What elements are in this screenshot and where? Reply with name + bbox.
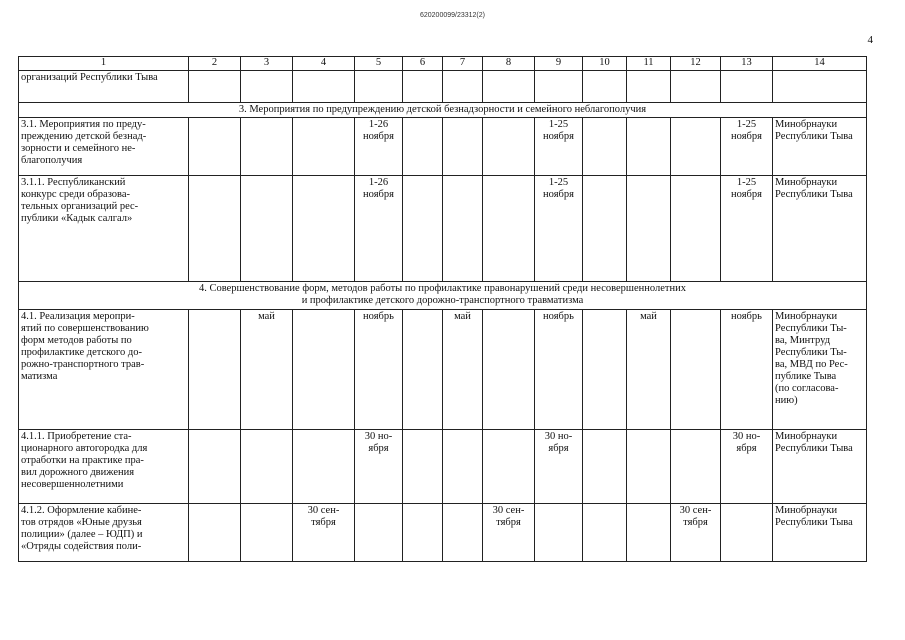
column-header-12: 12 [671, 57, 721, 71]
date-cell [241, 430, 293, 504]
date-cell [483, 176, 535, 282]
column-header-7: 7 [443, 57, 483, 71]
schedule-table [18, 56, 867, 562]
date-cell [671, 176, 721, 282]
date-cell [403, 310, 443, 430]
column-header-4: 4 [293, 57, 355, 71]
column-header-3: 3 [241, 57, 293, 71]
date-cell [671, 430, 721, 504]
responsible-cell: Минобрнауки Республики Тыва [773, 430, 867, 504]
date-cell [721, 504, 773, 562]
date-cell [403, 71, 443, 103]
date-cell [443, 504, 483, 562]
column-header-5: 5 [355, 57, 403, 71]
date-cell [241, 504, 293, 562]
date-cell: ноябрь [721, 310, 773, 430]
responsible-cell: Минобрнауки Республики Тыва [773, 118, 867, 176]
date-cell [483, 71, 535, 103]
date-cell [241, 176, 293, 282]
date-cell: 30 сен- тября [483, 504, 535, 562]
column-header-14: 14 [773, 57, 867, 71]
column-header-13: 13 [721, 57, 773, 71]
date-cell [483, 310, 535, 430]
date-cell [241, 118, 293, 176]
date-cell: 30 но- ября [721, 430, 773, 504]
date-cell [483, 430, 535, 504]
column-header-1: 1 [19, 57, 189, 71]
date-cell: 1-26 ноября [355, 118, 403, 176]
date-cell [627, 504, 671, 562]
responsible-cell: Минобрнауки Республики Тыва [773, 176, 867, 282]
date-cell [355, 71, 403, 103]
column-header-9: 9 [535, 57, 583, 71]
date-cell [671, 310, 721, 430]
date-cell [443, 176, 483, 282]
table-row [19, 118, 867, 176]
date-cell [189, 504, 241, 562]
date-cell [403, 118, 443, 176]
page-number: 4 [867, 34, 873, 46]
date-cell [293, 71, 355, 103]
date-cell [627, 430, 671, 504]
date-cell: май [627, 310, 671, 430]
section-row [19, 282, 867, 310]
date-cell [443, 430, 483, 504]
date-cell: 1-25 ноября [535, 118, 583, 176]
table-row [19, 504, 867, 562]
date-cell: ноябрь [355, 310, 403, 430]
date-cell [241, 71, 293, 103]
date-cell [189, 310, 241, 430]
date-cell [403, 504, 443, 562]
date-cell [583, 118, 627, 176]
table-row [19, 176, 867, 282]
date-cell [671, 71, 721, 103]
date-cell [583, 310, 627, 430]
date-cell [189, 176, 241, 282]
date-cell [293, 430, 355, 504]
date-cell [627, 118, 671, 176]
section-row [19, 103, 867, 118]
date-cell: 30 сен- тября [671, 504, 721, 562]
date-cell: 30 но- ября [535, 430, 583, 504]
date-cell [189, 430, 241, 504]
activity-cell: 4.1.1. Приобретение ста- ционарного автогородка для отработки на практике пра- вил дорожного движения несовершеннолетними [19, 430, 189, 504]
date-cell [443, 71, 483, 103]
activity-cell: организаций Республики Тыва [19, 71, 189, 103]
column-header-10: 10 [583, 57, 627, 71]
date-cell [403, 430, 443, 504]
date-cell: 30 но- ября [355, 430, 403, 504]
activity-cell: 3.1. Мероприятия по преду- преждению детской безнад- зорности и семейного не- благополучия [19, 118, 189, 176]
date-cell [671, 118, 721, 176]
date-cell: май [443, 310, 483, 430]
table-row [19, 430, 867, 504]
date-cell [189, 71, 241, 103]
date-cell [627, 176, 671, 282]
document-id: 620200099/23312(2) [419, 12, 485, 19]
table-row [19, 310, 867, 430]
date-cell [583, 71, 627, 103]
date-cell [583, 430, 627, 504]
date-cell [403, 176, 443, 282]
date-cell [627, 71, 671, 103]
date-cell: 1-25 ноября [721, 118, 773, 176]
column-header-6: 6 [403, 57, 443, 71]
column-header-2: 2 [189, 57, 241, 71]
date-cell [535, 504, 583, 562]
column-header-8: 8 [483, 57, 535, 71]
date-cell [535, 71, 583, 103]
date-cell [189, 118, 241, 176]
date-cell [721, 71, 773, 103]
column-header-11: 11 [627, 57, 671, 71]
date-cell: 1-25 ноября [721, 176, 773, 282]
date-cell [355, 504, 403, 562]
date-cell [293, 118, 355, 176]
date-cell: 1-26 ноября [355, 176, 403, 282]
section-title: 4. Совершенствование форм, методов работы по профилактике правонарушений среди несовершеннолетних и профилактике детского дорожно-транспортного травматизма [19, 282, 867, 310]
section-title: 3. Мероприятия по предупреждению детской безнадзорности и семейного неблагополучия [19, 103, 867, 118]
responsible-cell: Минобрнауки Республики Тыва [773, 504, 867, 562]
date-cell: 30 сен- тября [293, 504, 355, 562]
date-cell: май [241, 310, 293, 430]
column-header-row [19, 57, 867, 71]
date-cell [483, 118, 535, 176]
date-cell [293, 176, 355, 282]
date-cell [583, 176, 627, 282]
activity-cell: 4.1. Реализация меропри- ятий по совершенствованию форм методов работы по профилактике детского до- рожно-транспортного трав- матизма [19, 310, 189, 430]
date-cell [443, 118, 483, 176]
date-cell [293, 310, 355, 430]
activity-cell: 4.1.2. Оформление кабине- тов отрядов «Юные друзья полиции» (далее – ЮДП) и «Отряды содействия поли- [19, 504, 189, 562]
date-cell [583, 504, 627, 562]
activity-cell: 3.1.1. Республиканский конкурс среди образова- тельных организаций рес- публики «Кадык салгал» [19, 176, 189, 282]
date-cell: 1-25 ноября [535, 176, 583, 282]
date-cell: ноябрь [535, 310, 583, 430]
table-row [19, 71, 867, 103]
responsible-cell [773, 71, 867, 103]
responsible-cell: Минобрнауки Республики Ты- ва, Минтруд Республики Ты- ва, МВД по Рес- публике Тыва (по согласова- нию) [773, 310, 867, 430]
